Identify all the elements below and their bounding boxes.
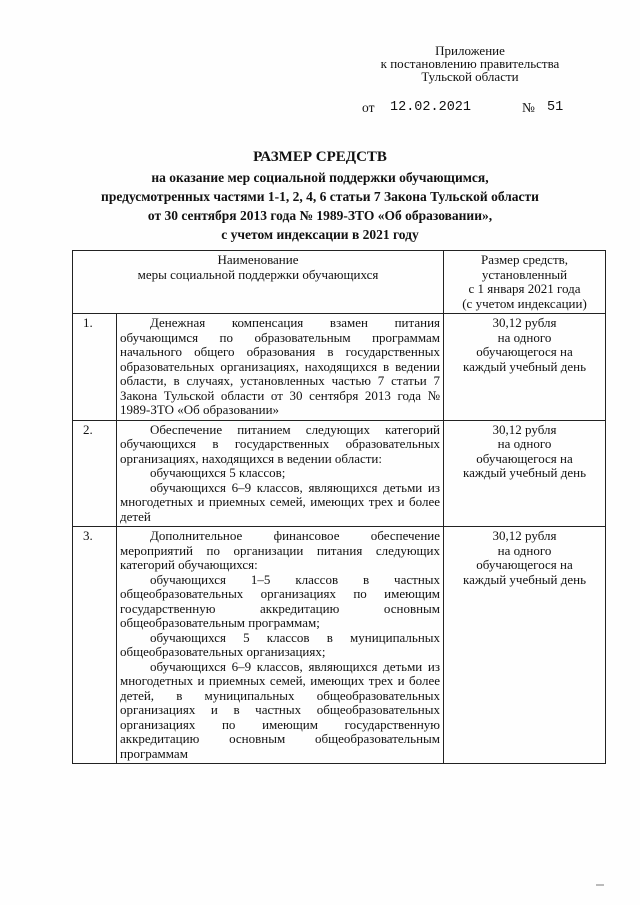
- table-row: [73, 314, 606, 421]
- amount-line: обучающегося на: [476, 344, 573, 359]
- row-number: 1.: [73, 314, 117, 421]
- measure-paragraph: обучающихся 5 классов;: [150, 465, 286, 480]
- document-title: РАЗМЕР СРЕДСТВ: [253, 149, 387, 165]
- measure-paragraph: обучающихся 6–9 классов, являющихся детьми из многодетных и приемных семей, имеющих трех и более детей: [120, 479, 441, 524]
- header-amount-line: (с учетом индексации): [462, 295, 587, 311]
- measure-description: [117, 420, 444, 527]
- decree-number: 51: [547, 100, 564, 115]
- amount-line: каждый учебный день: [463, 571, 587, 587]
- subtitle-line: предусмотренных частями 1-1, 2, 4, 6 статьи 7 Закона Тульской области: [101, 189, 539, 204]
- amount-line: на одного: [497, 329, 552, 345]
- table-row: [73, 420, 606, 527]
- measure-amount: [444, 527, 606, 764]
- subtitle-line: на оказание мер социальной поддержки обучающимся,: [151, 170, 489, 185]
- measure-paragraph: обучающихся 6–9 классов, являющихся детьми из многодетных и приемных семей, имеющих трех и более детей, в муниципальных общеобразовательных организациях и в частных общеобразовательных организациях по имеющим государственную аккредитацию основным общеобразовательным программам: [120, 658, 441, 761]
- amount-line: каждый учебный день: [463, 358, 587, 374]
- table-header-row: [73, 251, 606, 314]
- measure-description: [117, 527, 444, 764]
- subtitle-line: от 30 сентября 2013 года № 1989-ЗТО «Об образовании»,: [147, 208, 493, 223]
- row-number: 2.: [73, 420, 117, 527]
- measure-paragraph: Дополнительное финансовое обеспечение мероприятий по организации питания следующих категорий обучающихся:: [120, 528, 441, 572]
- row-number: 3.: [73, 527, 117, 764]
- header-name-line: Наименование: [217, 252, 299, 267]
- subtitle-line: с учетом индексации в 2021 году: [221, 227, 419, 242]
- measure-description: [117, 314, 444, 421]
- appendix-line: к постановлению правительства: [380, 56, 560, 71]
- scan-artifact: [596, 884, 604, 886]
- measure-paragraph: обучающихся 1–5 классов в частных общеобразовательных организациях по имеющим государственную аккредитацию основным общеобразовательным программам;: [120, 571, 441, 630]
- amount-line: 30,12 рубля: [492, 421, 557, 437]
- appendix-header: [360, 44, 580, 83]
- measure-paragraph: Обеспечение питанием следующих категорий обучающихся в государственных образовательных организациях, находящихся в ведении области:: [120, 421, 441, 466]
- amount-line: на одного: [497, 436, 552, 451]
- measure-paragraph: Денежная компенсация взамен питания обучающимся по образовательным программам начального общего образования в государственных образовательных организациях, находящихся в ведении области, в случаях, установленных частью 7 статьи 7 Закона Тульской области от 30 сентября 2013 года № 1989-ЗТО «Об образовании»: [120, 315, 441, 417]
- amount-line: каждый учебный день: [463, 465, 587, 480]
- header-measure-name: [73, 251, 444, 314]
- table-row: [73, 527, 606, 764]
- header-amount-line: Размер средств,: [481, 252, 569, 267]
- appendix-line: Тульской области: [421, 69, 519, 84]
- header-amount-line: установленный: [481, 266, 568, 282]
- measure-paragraph: обучающихся 5 классов в муниципальных общеобразовательных организациях;: [120, 629, 441, 659]
- header-amount-line: с 1 января 2021 года: [468, 281, 581, 296]
- amount-line: обучающегося на: [476, 450, 573, 466]
- measure-amount: [444, 420, 606, 527]
- appendix-line: Приложение: [435, 43, 505, 58]
- decree-number-label: №: [522, 100, 535, 115]
- support-measures-table: [72, 250, 606, 764]
- decree-date: 12.02.2021: [390, 100, 472, 115]
- amount-line: 30,12 рубля: [492, 315, 557, 330]
- measure-amount: [444, 314, 606, 421]
- decree-date-label: от: [362, 100, 375, 115]
- amount-line: на одного: [497, 542, 552, 558]
- amount-line: обучающегося на: [476, 557, 573, 572]
- header-amount: [444, 251, 606, 314]
- header-name-line: меры социальной поддержки обучающихся: [137, 266, 379, 282]
- amount-line: 30,12 рубля: [492, 528, 557, 543]
- document-subtitle: [60, 168, 580, 244]
